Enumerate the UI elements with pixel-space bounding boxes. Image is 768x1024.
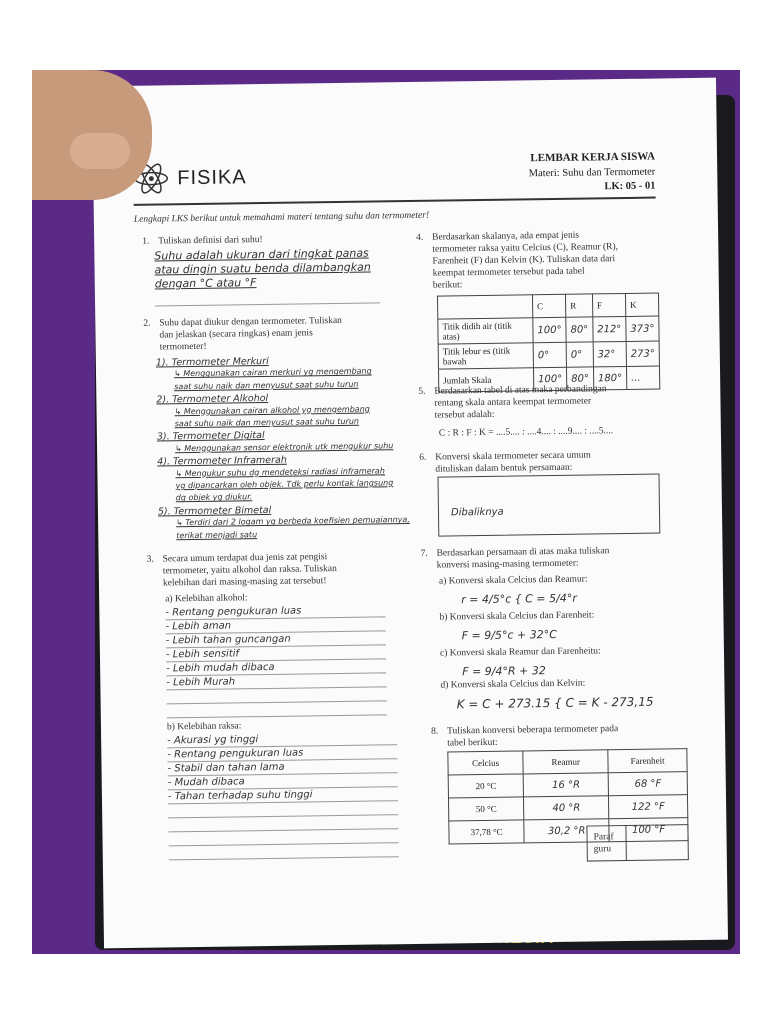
q2-answer-line: 1). Termometer Merkuri: [155, 355, 269, 369]
q3a-answer-line: - Lebih sensitif: [165, 648, 240, 661]
q8-text-line: tabel berikut:: [447, 737, 498, 749]
table-cell: 100 °F: [609, 818, 688, 842]
table-header-cell: C: [532, 294, 565, 317]
q7a-answer: r = 4/5°c { C = 5/4°r: [461, 591, 577, 607]
q3a-answer-line: - Lebih tahan guncangan: [165, 633, 291, 647]
table-cell: 50 °C: [448, 797, 524, 821]
table-cell: 30,2 °R: [524, 819, 609, 843]
q2-answer-line: ↳ Terdiri dari 2 logam yg berbeda koefisien pemuaiannya,: [176, 515, 410, 528]
q6-number: 6.: [419, 452, 427, 463]
table-header-cell: Celcius: [448, 751, 524, 775]
q1-answer-line: atau dingin suatu benda dilambangkan: [154, 260, 371, 277]
q2-answer-line: ↳ Menggunakan cairan merkuri yg mengembang: [173, 366, 372, 379]
table-row: [438, 316, 659, 344]
q2-answer-line: 2). Termometer Alkohol: [156, 393, 269, 406]
table-cell: 80°: [567, 367, 594, 390]
q3a-answer-line: - Lebih aman: [165, 620, 232, 633]
table-cell: 180°: [593, 366, 626, 389]
q5-text-line: rentang skala antara keempat termometer: [434, 396, 592, 409]
paraf-divider: [625, 826, 626, 860]
table-cell: 273°: [626, 341, 659, 366]
q2-answer-line: saat suhu naik dan menyusut saat suhu turun: [174, 379, 359, 392]
q7a-label: a) Konversi skala Celcius dan Reamur:: [438, 574, 588, 587]
table-row: [448, 772, 687, 798]
answer-line: [168, 828, 398, 832]
q3b-answer-line: - Stabil dan tahan lama: [167, 761, 285, 775]
table-cell: Jumlah Skala: [438, 368, 533, 392]
q3-number: 3.: [146, 554, 154, 565]
q2-text-line: dan jelaskan (secara ringkas) enam jenis: [159, 328, 313, 341]
q2-text-line: termometer!: [159, 341, 207, 353]
q7-text-line: Berdasarkan persamaan di atas maka tuliskan: [436, 546, 610, 559]
table-cell: Titik didih air (titik atas): [438, 318, 533, 344]
q2-text-line: Suhu dapat diukur dengan termometer. Tuliskan: [159, 315, 342, 329]
answer-line: [169, 856, 399, 860]
table-row: [437, 293, 658, 319]
q3b-answer-line: - Mudah dibaca: [167, 776, 245, 789]
table-row: [448, 795, 687, 821]
q7b-answer: F = 9/5°c + 32°C: [461, 627, 557, 643]
q5-number: 5.: [418, 386, 426, 397]
table-header-cell: K: [625, 293, 658, 316]
scale-table: [437, 293, 660, 393]
q1-answer-line: dengan °C atau °F: [154, 276, 257, 291]
q2-answer-line: 5). Termometer Bimetal: [157, 504, 272, 518]
table-cell: 20 °C: [448, 774, 524, 798]
q3-text-line: kelebihan dari masing-masing zat tersebut!: [162, 576, 327, 589]
q3b-answer-line: - Tahan terhadap suhu tinggi: [167, 789, 313, 803]
q3a-answer-line: - Lebih Murah: [166, 676, 236, 689]
table-cell: 80°: [566, 317, 593, 342]
paraf-label: Paraf guru: [593, 832, 614, 855]
answer-line: [155, 302, 380, 306]
answer-line: [169, 842, 399, 846]
q7b-label: b) Konversi skala Celcius dan Farenheit:: [439, 610, 595, 623]
table-cell: 32°: [593, 341, 626, 366]
q8-number: 8.: [430, 726, 439, 737]
table-cell: 40 °R: [524, 796, 609, 820]
table-cell: 37,78 °C: [449, 820, 525, 844]
instruction: Lengkapi LKS berikut untuk memahami materi tentang suhu dan termometer!: [133, 210, 430, 225]
q2-answer-line: ↳ Menggunakan cairan alkohol yg mengembang: [174, 404, 370, 416]
table-cell: 0°: [533, 342, 566, 367]
q4-number: 4.: [416, 232, 424, 243]
logo-text: FISIKA: [177, 166, 247, 190]
q1-text: Tuliskan definisi dari suhu!: [158, 235, 263, 247]
q2-answer-line: saat suhu naik dan menyusut saat suhu turun: [174, 416, 360, 429]
q2-answer-line: 3). Termometer Digital: [156, 430, 265, 443]
q2-answer-line: terikat menjadi satu: [176, 529, 258, 540]
table-cell: 212°: [593, 316, 626, 341]
q1-number: 1.: [142, 236, 150, 247]
q6-answer: Dibaliknya: [450, 506, 504, 519]
q2-answer-line: yg dipancarkan oleh objek. Tdk perlu kontak langsung: [175, 478, 394, 491]
table-cell: 100°: [533, 317, 566, 342]
q7d-label: d) Konversi skala Celcius dan Kelvin:: [440, 678, 586, 691]
q5-text-line: Berdasarkan tabel di atas maka perbandingan: [434, 384, 607, 397]
q5-text-line: tersebut adalah:: [434, 409, 495, 421]
q3a-answer-line: - Lebih mudah dibaca: [166, 661, 275, 675]
table-header-cell: Reamur: [523, 750, 608, 774]
q4-text-line: Berdasarkan skalanya, ada empat jenis: [432, 230, 580, 243]
answer-line: [168, 814, 398, 818]
table-cell: 122 °F: [609, 795, 688, 819]
q3-text-line: termometer, yaitu alkohol dan raksa. Tuliskan: [162, 564, 337, 577]
q3b-answer-line: - Rentang pengukuran luas: [167, 747, 304, 761]
table-cell: Titik lebur es (titik bawah: [438, 343, 533, 369]
table-cell: 100°: [533, 367, 566, 390]
table-row: [438, 341, 659, 369]
lk-code: LK: 05 - 01: [604, 180, 656, 193]
q5-formula: C : R : F : K = ....5.... : ....4.... : ....9.... : ....5....: [438, 426, 614, 439]
materi: Materi: Suhu dan Termometer: [528, 166, 656, 180]
q3a-answer-line: - Rentang pengukuran luas: [165, 605, 302, 619]
answer-line: [167, 714, 387, 718]
q7c-label: c) Konversi skala Reamur dan Farenheitu:: [439, 646, 601, 659]
paraf-box: [586, 824, 688, 861]
q7c-answer: F = 9/4°R + 32: [462, 664, 546, 679]
q2-answer-line: 4). Termometer Inframerah: [157, 454, 287, 468]
table-row: [448, 749, 687, 775]
table-cell: 373°: [626, 316, 659, 341]
answer-line: [167, 700, 387, 704]
q3-text-line: Secara umum terdapat dua jenis zat pengisi: [162, 552, 328, 565]
q7d-answer: K = C + 273.15 { C = K - 273,15: [456, 694, 654, 712]
table-header-cell: R: [566, 294, 593, 317]
header-divider: [134, 197, 656, 206]
q1-answer-line: Suhu adalah ukuran dari tingkat panas: [154, 246, 369, 263]
table-cell: 68 °F: [608, 772, 687, 796]
q6-text-line: dituliskan dalam bentuk persamaan:: [435, 462, 573, 475]
q4-text-line: keempat termometer tersebut pada tabel: [432, 266, 585, 279]
q2-answer-line: dg objek yg diukur.: [175, 492, 253, 503]
q4-text-line: berikut:: [432, 280, 463, 291]
table-cell: 0°: [566, 342, 593, 367]
q8-text-line: Tuliskan konversi beberapa termometer pada: [446, 724, 619, 737]
q6-text-line: Konversi skala termometer secara umum: [435, 450, 591, 463]
q4-text-line: termometer raksa yaitu Celcius (C), Reamur (R),: [432, 242, 619, 255]
table-cell: ...: [626, 366, 659, 389]
q2-number: 2.: [143, 318, 151, 329]
table-header-cell: F: [592, 293, 625, 316]
thumb: [70, 133, 130, 169]
q3b-answer-line: - Akurasi yg tinggi: [167, 734, 259, 747]
table-header-cell: [437, 295, 532, 319]
q7-number: 7.: [420, 548, 428, 559]
q4-text-line: Farenheit (F) dan Kelvin (K). Tuliskan data dari: [432, 254, 616, 267]
q2-answer-line: ↳ Menggunakan sensor elektronik utk mengukur suhu: [175, 441, 394, 454]
sheet-title: LEMBAR KERJA SISWA: [530, 150, 656, 165]
worksheet: [92, 78, 728, 949]
q6-answer-box: [437, 474, 660, 537]
q2-answer-line: ↳ Mengukur suhu dg mendeteksi radiasi inframerah: [175, 465, 385, 478]
q3b-label: b) Kelebihan raksa:: [166, 721, 242, 733]
q7-text-line: konversi masing-masing termometer:: [436, 558, 579, 571]
q3a-label: a) Kelebihan alkohol:: [165, 593, 248, 605]
table-cell: 16 °R: [523, 773, 608, 797]
table-header-cell: Farenheit: [608, 749, 687, 773]
